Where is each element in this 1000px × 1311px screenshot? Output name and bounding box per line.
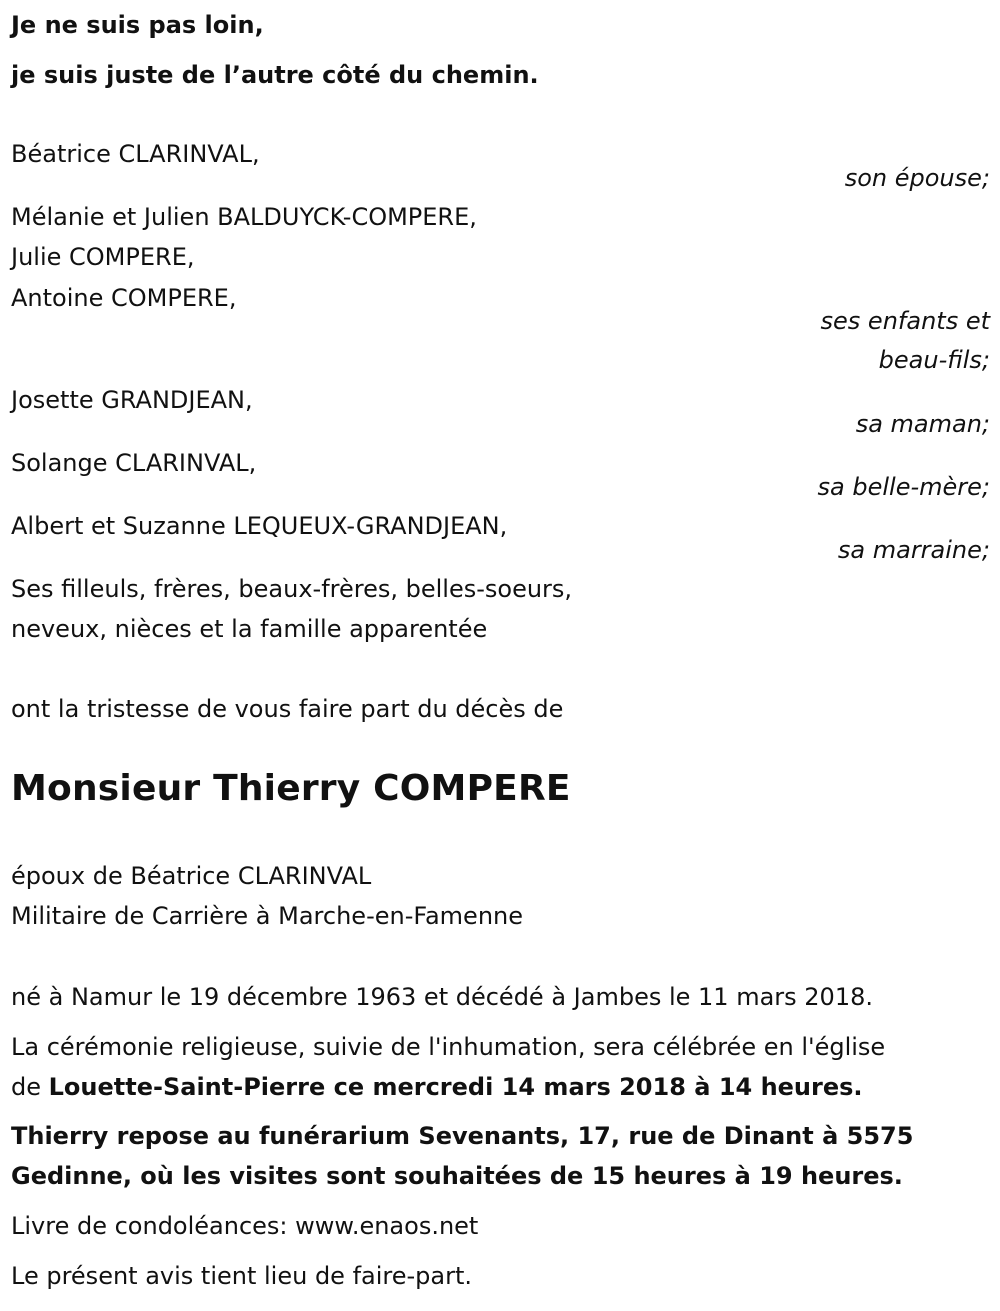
closing-text: Le présent avis tient lieu de faire-part.: [11, 1262, 473, 1290]
family-name: Albert et Suzanne LEQUEUX-GRANDJEAN,: [11, 512, 508, 540]
birth-death-text: né à Namur le 19 décembre 1963 et décédé à Jambes le 11 mars 2018.: [11, 983, 873, 1011]
family-name: Mélanie et Julien BALDUYCK-COMPERE,: [11, 203, 477, 231]
deceased-occupation: Militaire de Carrière à Marche-en-Famenne: [11, 902, 524, 930]
epigraph-line-1: Je ne suis pas loin,: [11, 11, 264, 39]
family-name: Solange CLARINVAL,: [11, 449, 257, 477]
condolences-text: Livre de condoléances: www.enaos.net: [11, 1212, 479, 1240]
family-name: Julie COMPERE,: [11, 243, 195, 271]
ceremony-details: Louette-Saint-Pierre ce mercredi 14 mars 2018 à 14 heures.: [48, 1073, 863, 1101]
ceremony-line-2: [11, 1073, 863, 1101]
family-name: Josette GRANDJEAN,: [11, 386, 253, 414]
family-relation: son épouse;: [844, 164, 990, 192]
family-relation: sa belle-mère;: [817, 473, 990, 501]
family-relation: sa maman;: [855, 410, 990, 438]
visitation-line-1: Thierry repose au funérarium Sevenants, 17, rue de Dinant à 5575: [11, 1122, 914, 1150]
deceased-name: Monsieur Thierry COMPERE: [11, 768, 571, 809]
family-name: neveux, nièces et la famille apparentée: [11, 615, 488, 643]
family-relation: beau-fils;: [878, 346, 990, 374]
epigraph-line-2: je suis juste de l’autre côté du chemin.: [11, 61, 539, 89]
family-relation: ses enfants et: [820, 307, 990, 335]
deceased-spouse: époux de Béatrice CLARINVAL: [11, 862, 372, 890]
family-name: Ses filleuls, frères, beaux-frères, belles-soeurs,: [11, 575, 573, 603]
family-relation: sa marraine;: [837, 536, 990, 564]
ceremony-line-1: La cérémonie religieuse, suivie de l'inhumation, sera célébrée en l'église: [11, 1033, 886, 1061]
family-name: Antoine COMPERE,: [11, 284, 237, 312]
visitation-line-2: Gedinne, où les visites sont souhaitées de 15 heures à 19 heures.: [11, 1162, 903, 1190]
announcement-text: ont la tristesse de vous faire part du décès de: [11, 695, 564, 723]
family-name: Béatrice CLARINVAL,: [11, 140, 260, 168]
ceremony-prefix: de: [11, 1073, 49, 1101]
